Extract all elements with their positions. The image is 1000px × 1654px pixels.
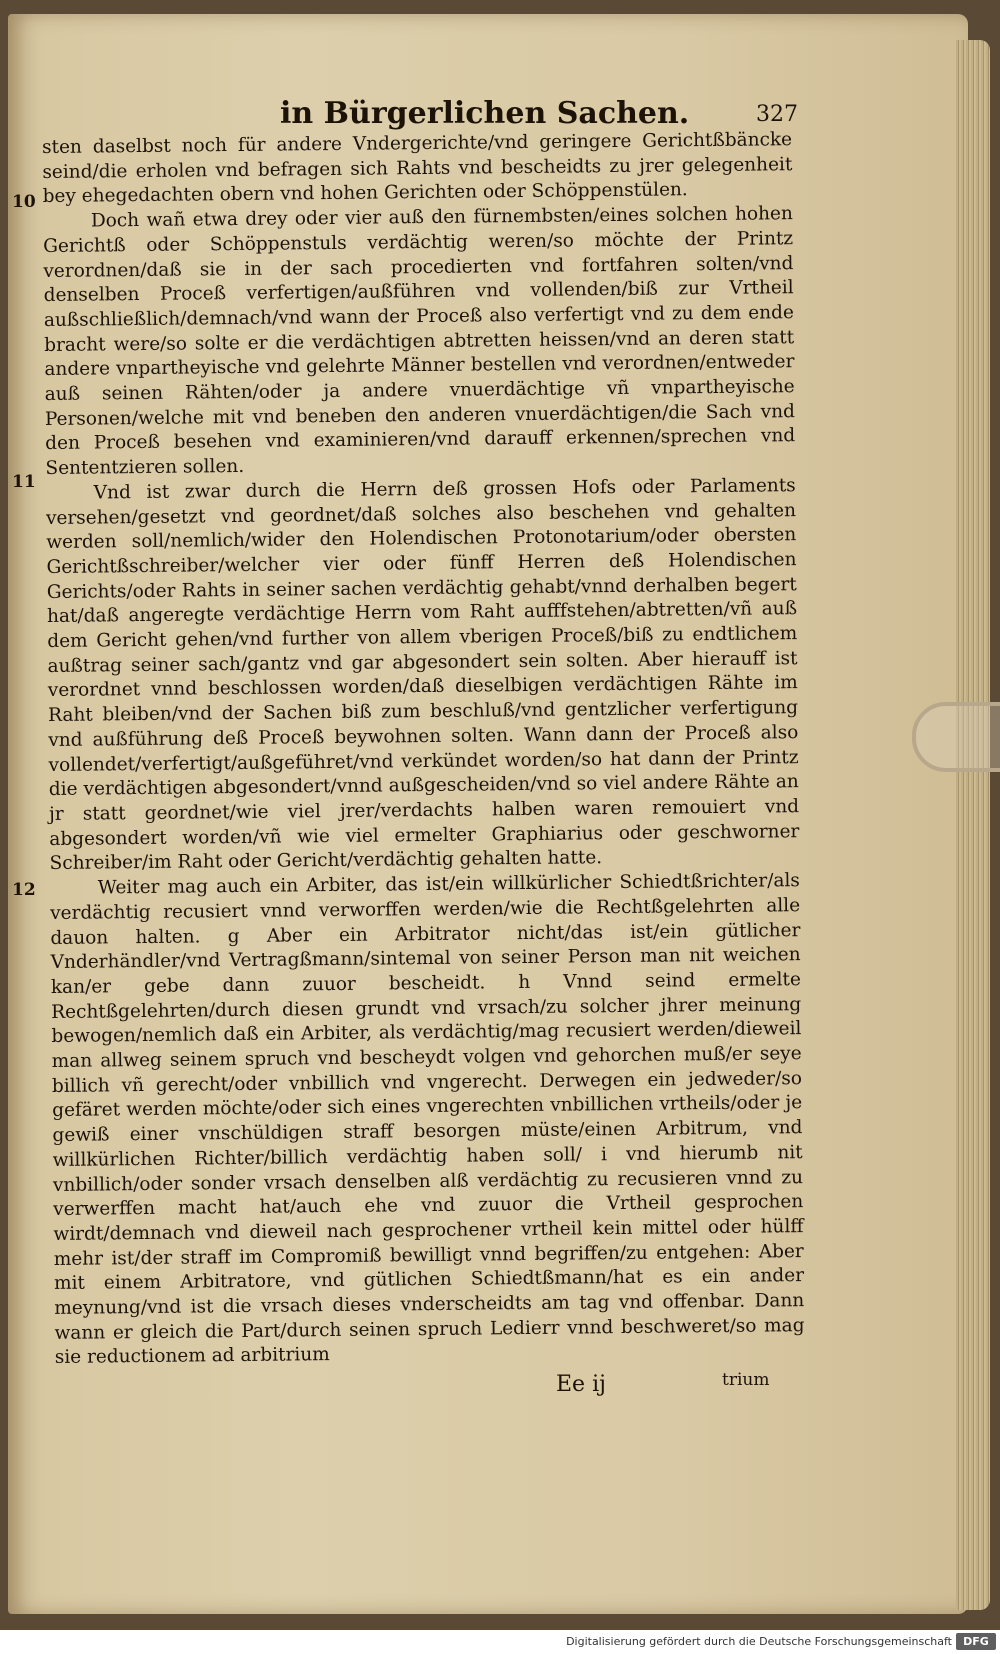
footer-bar bbox=[0, 1630, 1000, 1654]
dfg-logo: DFG bbox=[956, 1633, 996, 1650]
body-text bbox=[42, 128, 805, 1371]
paragraph: Doch wañ etwa drey oder vier auß den fürnembsten/eines solchen hohen Gerichtß oder Schöppenstuls verdächtig weren/so möchte der Printz verordnen/daß sie in der sach procedierten vnd fortfahren solten/vnd denselben Proceß verfertigen/außführen vnd vollenden/biß zur Vrtheil außschließlich/demnach/vnd wann der Proceß also verfertigt vnd zu dem ende bracht were/so solte er die verdächtigen abtretten heissen/vnd an deren statt andere vnpartheyische vnd gelehrte Männer bestellen vnd verordnen/entweder auß seinen Rähten/oder ja andere vnuerdächtige vñ vnpartheyische Personen/welche mit vnd beneben den anderen vnuerdächtigen/die Sach vnd den Proceß besehen vnd examinieren/vnd darauff erkennen/sprechen vnd Sententzieren sollen. bbox=[43, 203, 796, 480]
margin-number: 10 bbox=[12, 192, 36, 212]
margin-number: 11 bbox=[12, 472, 36, 492]
margin-number: 12 bbox=[12, 880, 36, 900]
signature-mark: Ee ij bbox=[556, 1372, 606, 1397]
page-number: 327 bbox=[756, 102, 798, 127]
paragraph: Vnd ist zwar durch die Herrn deß grossen Hofs oder Parlaments versehen/gesetzt vnd geordnet/daß solches also beschehen vnd gehalten werden soll/nemlich/wider den Holendischen Protonotarium/oder obersten Gerichtßschreiber/welcher vier oder fünff Herren deß Holendischen Gerichts/oder Rahts in seiner sachen verdächtig gehabt/vnnd derhalben begert hat/daß angeregte verdächtige Herrn vom Raht aufffstehen/abtretten/vñ auß dem Gericht gehen/vnd further von allem vberigen Proceß/biß zu endtlichem außtrag seiner sach/gantz vnd gar abgesondert sein solten. Aber hierauff ist verordnet vnnd beschlossen worden/daß dieselbigen verdächtigen Rähte im Raht bleiben/vnd der Sachen biß zum beschluß/vnd gentzlicher verfertigung vnd außführung deß Proceß beywohnen solten. Wann dann der Proceß also vollendet/verfertigt/außgeführet/vnd verkündet worden/so hat dann der Printz die verdächtigen abgesondert/vnnd außgescheiden/vnd so viel andere Rähte an jr statt geordnet/wie viel jrer/verdachts halben waren remouiert vnd abgesondert worden/vñ wie viel ermelter Graphiarius oder geschworner Schreiber/im Raht oder Gericht/verdächtig gehalten hatte. bbox=[45, 474, 800, 875]
catchword: trium bbox=[722, 1370, 770, 1390]
paragraph: sten daselbst noch für andere Vndergerichte/vnd geringere Gerichtßbäncke seind/die erholen vnd befragen sich Rahts vnd bescheidts zu jrer gelegenheit bey ehegedachten obern vnd hohen Gerichten oder Schöppenstülen. bbox=[42, 129, 793, 208]
page-edges bbox=[956, 40, 990, 1610]
paragraph: Weiter mag auch ein Arbiter, das ist/ein willkürlicher Schiedtßrichter/als verdächtig recusiert vnnd verworffen werden/wie die Rechtßgelehrten alle dauon halten. g Aber ein Arbitrator nicht/das ist/ein gütlicher Vnderhändler/vnd Vertragßmann/sintemal von seiner Person man nit weichen kan/er gebe dann zuuor bescheidt. h Vnnd seind ermelte Rechtßgelehrten/durch diesen grundt vnd vrsach/zu solcher jhrer meinung bewogen/nemlich daß ein Arbiter, als verdächtig/mag recusiert werden/dieweil man allweg seinem spruch vnd bescheydt volgen vnd gehorchen muß/er seye billich vñ gerecht/oder vnbillich vnd vngerecht. Derwegen ein jedweder/so gefäret werden möchte/oder sich eines vngerechten vnbillichen vrtheils/oder je gewiß einer vnschüldigen straff besorgen müste/einen Arbitrum, vnd willkürlichen Richter/billich verdächtig haben soll/ i vnd hierumb nit vnbillich/oder sonder vrsach denselben alß verdächtig zu recusieren vnnd zu verwerffen macht hat/auch ehe vnd zuuor die Vrtheil gesprochen wirdt/demnach vnd dieweil nach gesprochener vrtheil kein mittel oder hülff mehr ist/der straff im Compromiß bewilligt vnnd begriffen/zu entgehen: Aber mit einem Arbitratore, vnd gütlichen Schiedtßmann/hat es ein ander meynung/vnd ist die vrsach dieses vnderscheidts am tag vnd offenbar. Dann wann er gleich die Part/durch seinen spruch Ledierr vnnd beschweret/so mag sie reductionem ad arbitrium bbox=[50, 870, 805, 1369]
bookmark-ribbon bbox=[912, 702, 1000, 772]
funding-credit: Digitalisierung gefördert durch die Deutsche Forschungsgemeinschaft bbox=[566, 1635, 952, 1648]
running-head: in Bürgerlichen Sachen. bbox=[280, 96, 690, 131]
